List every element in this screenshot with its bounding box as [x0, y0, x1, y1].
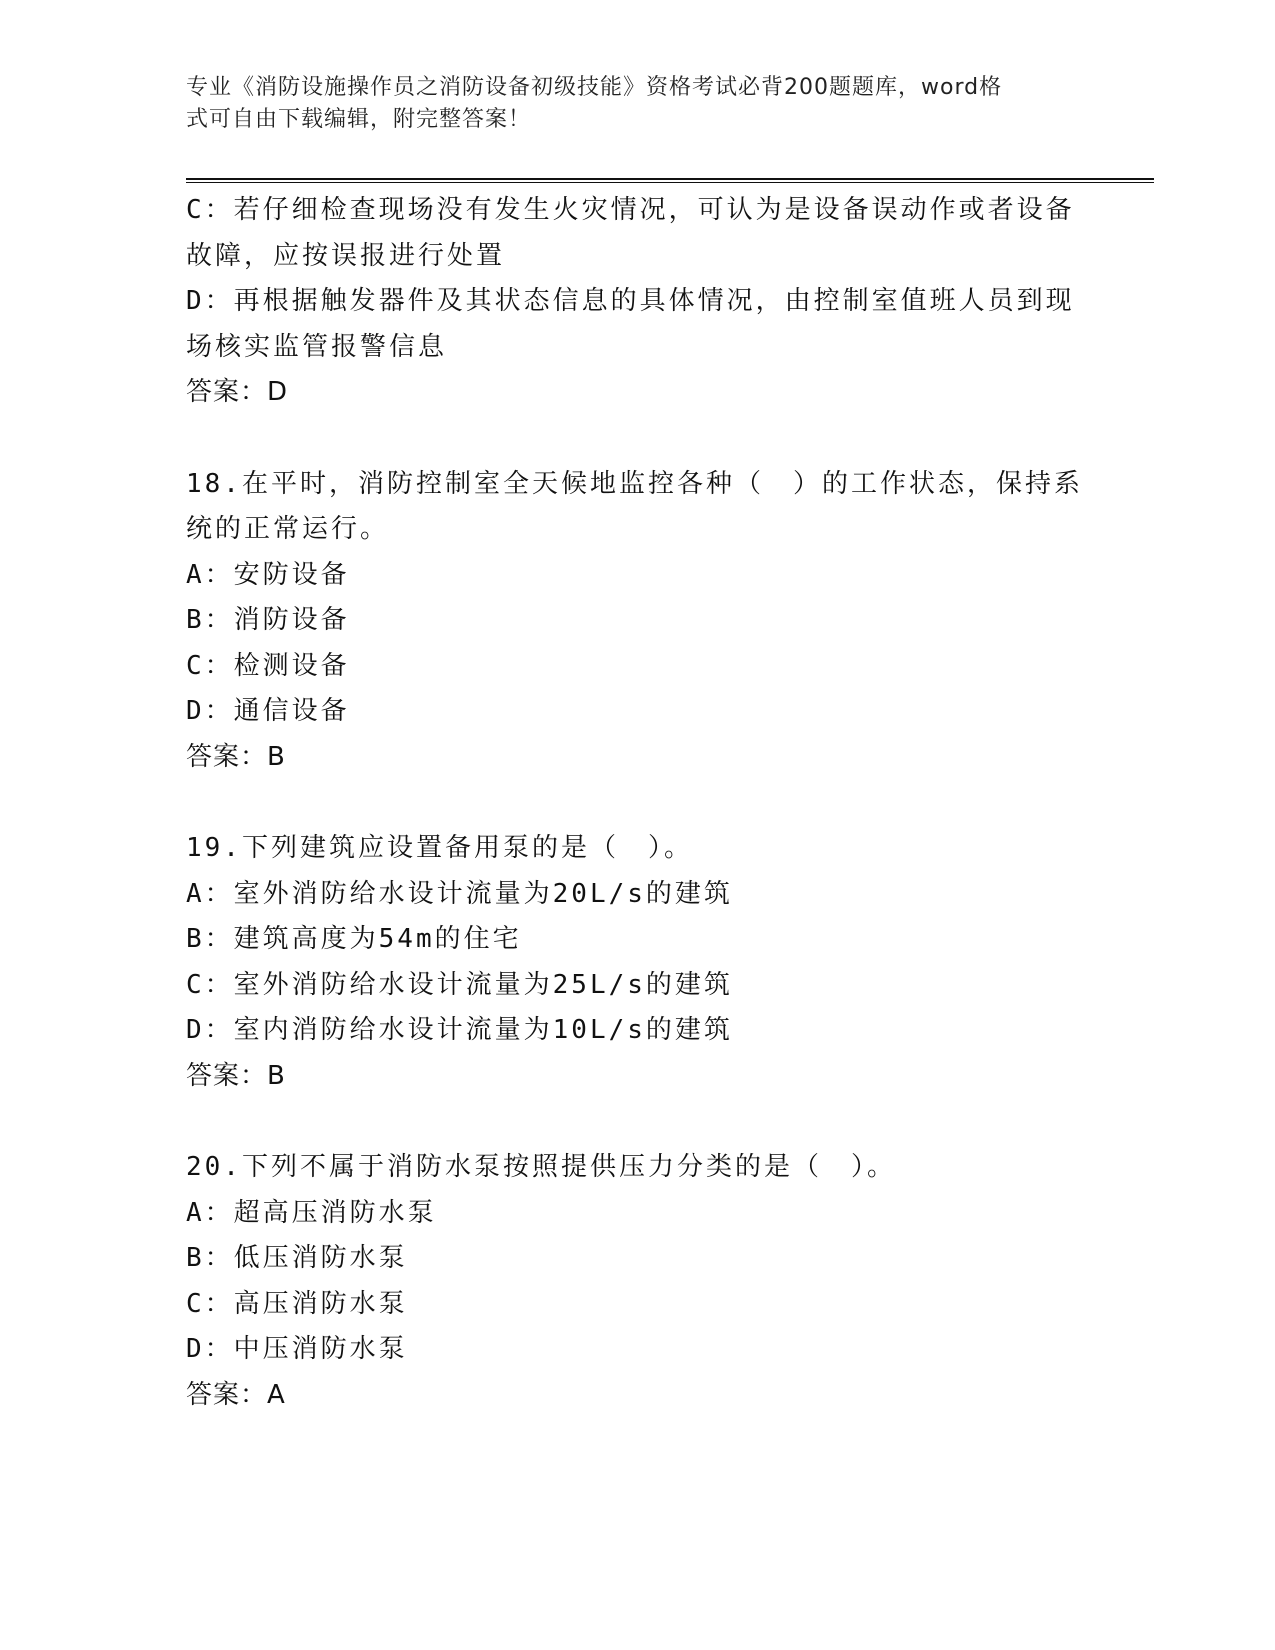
- spacer: [186, 780, 1086, 826]
- q20-option-a: A：超高压消防水泵: [186, 1197, 437, 1228]
- q18-stem-line-1: 18.在平时，消防控制室全天候地监控各种（ ）的工作状态，保持系: [186, 468, 1083, 499]
- document-header: [186, 72, 1066, 136]
- q18-option-c: C：检测设备: [186, 650, 350, 681]
- q19-answer: 答案：B: [186, 1060, 286, 1091]
- question-18: [186, 462, 1086, 781]
- q19-option-c: C：室外消防给水设计流量为25L/s的建筑: [186, 969, 733, 1000]
- q17-option-d-line-2: 场核实监管报警信息: [186, 331, 448, 362]
- q19-option-b: B：建筑高度为54m的住宅: [186, 924, 522, 954]
- q19-stem: 19.下列建筑应设置备用泵的是（ ）。: [186, 833, 693, 863]
- document-body: [186, 188, 1086, 1418]
- q20-option-d: D：中压消防水泵: [186, 1334, 408, 1364]
- header-line-1: 专业《消防设施操作员之消防设备初级技能》资格考试必背200题题库，word格: [186, 75, 1003, 100]
- q18-answer: 答案：B: [186, 741, 286, 772]
- question-17-continued: [186, 188, 1086, 416]
- q19-option-d: D：室内消防给水设计流量为10L/s的建筑: [186, 1015, 733, 1045]
- q20-option-b: B：低压消防水泵: [186, 1243, 408, 1273]
- header-line-2: 式可自由下载编辑，附完整答案！: [186, 107, 532, 132]
- q17-option-c-line-2: 故障，应按误报进行处置: [186, 240, 506, 271]
- spacer: [186, 416, 1086, 462]
- header-divider: [186, 178, 1154, 183]
- q17-answer: 答案：D: [186, 377, 289, 407]
- q20-option-c: C：高压消防水泵: [186, 1288, 408, 1319]
- q20-stem: 20.下列不属于消防水泵按照提供压力分类的是（ ）。: [186, 1152, 896, 1182]
- q18-stem-line-2: 统的正常运行。: [186, 514, 390, 544]
- q19-option-a: A：室外消防给水设计流量为20L/s的建筑: [186, 878, 733, 909]
- q20-answer: 答案：A: [186, 1379, 286, 1410]
- q17-option-c-line-1: C：若仔细检查现场没有发生火灾情况，可认为是设备误动作或者设备: [186, 195, 1075, 225]
- q18-option-d: D：通信设备: [186, 696, 350, 726]
- spacer: [186, 1099, 1086, 1145]
- question-19: [186, 826, 1086, 1099]
- q18-option-b: B：消防设备: [186, 605, 350, 635]
- q18-option-a: A：安防设备: [186, 559, 350, 590]
- question-20: [186, 1145, 1086, 1418]
- q17-option-d-line-1: D：再根据触发器件及其状态信息的具体情况，由控制室值班人员到现: [186, 286, 1075, 316]
